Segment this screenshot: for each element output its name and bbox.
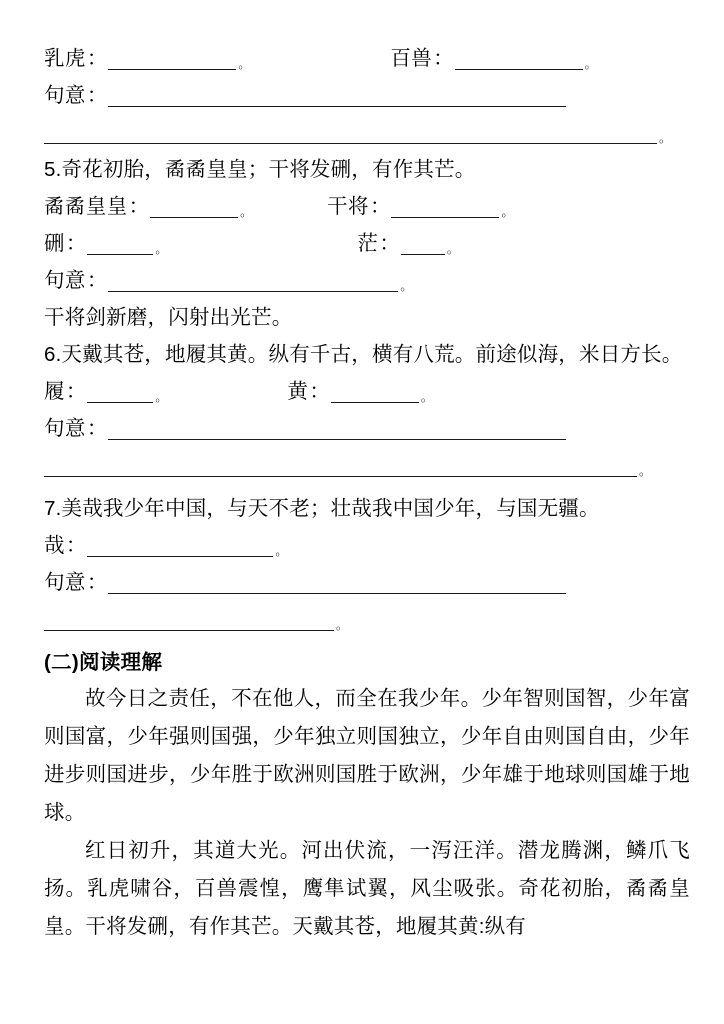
vocab-pair-row xyxy=(44,225,690,262)
meaning-row-continued xyxy=(44,601,690,638)
vocab-label: 履 xyxy=(44,380,65,403)
answer-blank[interactable] xyxy=(150,216,238,218)
period-mark: 。 xyxy=(155,242,168,256)
colon: ： xyxy=(433,47,454,70)
vocab-item-rufu xyxy=(44,40,250,77)
vocab-label: 黄 xyxy=(287,380,309,403)
vocab-item-baishou xyxy=(390,40,596,77)
colon: ： xyxy=(86,47,108,70)
vocab-item-zai xyxy=(44,527,287,564)
meaning-row xyxy=(44,410,690,447)
question-number-5: 5. xyxy=(44,158,62,181)
period-mark: 。 xyxy=(240,205,253,219)
answer-blank[interactable] xyxy=(455,68,583,70)
meaning-row xyxy=(44,77,690,114)
question-number-6: 6. xyxy=(44,343,62,366)
vocab-pair-row xyxy=(44,188,690,225)
answer-blank[interactable] xyxy=(331,401,419,403)
meaning-label: 句意 xyxy=(44,571,86,594)
answer-blank[interactable] xyxy=(87,253,153,255)
question-stem-7 xyxy=(44,490,690,527)
vocab-item-huang xyxy=(287,373,432,410)
meaning-blank-line-2[interactable] xyxy=(44,629,334,631)
period-mark: 。 xyxy=(400,279,413,293)
answer-blank[interactable] xyxy=(391,216,499,218)
vocab-item-yuyuhuanghuang xyxy=(44,188,252,225)
meaning-blank-line-2[interactable] xyxy=(44,475,637,477)
vocab-label: 茫 xyxy=(357,232,379,255)
vocab-item-lv xyxy=(44,373,167,410)
reading-paragraph-1: 故今日之责任，不在他人，而全在我少年。少年智则国智，少年富则国富，少年强则国强，少年独立则国独立，少年自由则国自由，少年进步则国进步，少年胜于欧洲则国胜于欧洲，少年雄于地球则国雄于地球。 xyxy=(44,687,690,824)
meaning-blank-line-1[interactable] xyxy=(108,290,398,292)
meaning-blank-line-1[interactable] xyxy=(108,592,566,594)
answer-blank[interactable] xyxy=(108,68,236,70)
vocab-label: 百兽 xyxy=(390,47,433,70)
vocab-item-xing xyxy=(44,225,167,262)
meaning-label: 句意 xyxy=(44,269,86,292)
question-stem-6 xyxy=(44,336,690,373)
period-mark: 。 xyxy=(446,242,459,256)
colon: ： xyxy=(86,84,108,107)
period-mark: 。 xyxy=(639,464,652,478)
period-mark: 。 xyxy=(336,618,349,632)
colon: ： xyxy=(369,195,391,218)
section-heading-reading: (二)阅读理解 xyxy=(44,651,163,674)
meaning-row-continued xyxy=(44,114,690,151)
colon: ： xyxy=(65,380,87,403)
colon: ： xyxy=(86,571,108,594)
answer-blank[interactable] xyxy=(87,555,273,557)
period-mark: 。 xyxy=(420,390,433,404)
period-mark: 。 xyxy=(238,57,251,71)
question-stem-5 xyxy=(44,151,690,188)
period-mark: 。 xyxy=(659,131,672,145)
meaning-row xyxy=(44,262,690,299)
period-mark: 。 xyxy=(584,57,597,71)
colon: ： xyxy=(128,195,150,218)
reading-paragraph-2: 红日初升，其道大光。河出伏流，一泻汪洋。潜龙腾渊，鳞爪飞扬。乳虎啸谷，百兽震惶，鹰隼试翼，风尘吸张。奇花初胎，矞矞皇皇。干将发硎，有作其芒。天戴其苍，地履其黄:纵有 xyxy=(44,839,690,938)
question-number-7: 7. xyxy=(44,497,62,520)
question-text-6: 天戴其苍，地履其黄。纵有千古，横有八荒。前途似海，米日方长。 xyxy=(61,343,683,366)
question-text-5: 奇花初胎，矞矞皇皇；干将发硎，有作其芒。 xyxy=(61,158,476,181)
vocab-label: 哉 xyxy=(44,534,65,557)
colon: ： xyxy=(86,269,108,292)
vocab-item-ganjiang xyxy=(327,188,513,225)
vocab-pair-row xyxy=(44,527,690,564)
meaning-row xyxy=(44,564,690,601)
period-mark: 。 xyxy=(501,205,514,219)
period-mark: 。 xyxy=(275,544,288,558)
colon: ： xyxy=(86,417,108,440)
vocab-pair-row xyxy=(44,40,690,77)
meaning-label: 句意 xyxy=(44,84,86,107)
question-text-7: 美哉我少年中国，与天不老；壮哉我中国少年，与国无疆。 xyxy=(61,497,600,520)
colon: ： xyxy=(65,534,87,557)
meaning-label: 句意 xyxy=(44,417,86,440)
meaning-answer-5: 干将剑新磨，闪射出光芒。 xyxy=(44,306,293,329)
vocab-pair-row xyxy=(44,373,690,410)
meaning-blank-line-1[interactable] xyxy=(108,105,566,107)
colon: ： xyxy=(65,232,87,255)
meaning-row-continued xyxy=(44,447,690,484)
vocab-label: 干将 xyxy=(327,195,369,218)
period-mark: 。 xyxy=(155,390,168,404)
vocab-item-mang xyxy=(357,225,458,262)
answer-blank[interactable] xyxy=(87,401,153,403)
answer-blank[interactable] xyxy=(401,253,445,255)
vocab-label: 矞矞皇皇 xyxy=(44,195,128,218)
colon: ： xyxy=(379,232,400,255)
meaning-blank-line-2[interactable] xyxy=(44,142,657,144)
meaning-blank-line-1[interactable] xyxy=(108,438,566,440)
vocab-label: 乳虎 xyxy=(44,47,86,70)
colon: ： xyxy=(309,380,330,403)
vocab-label: 硎 xyxy=(44,232,65,255)
